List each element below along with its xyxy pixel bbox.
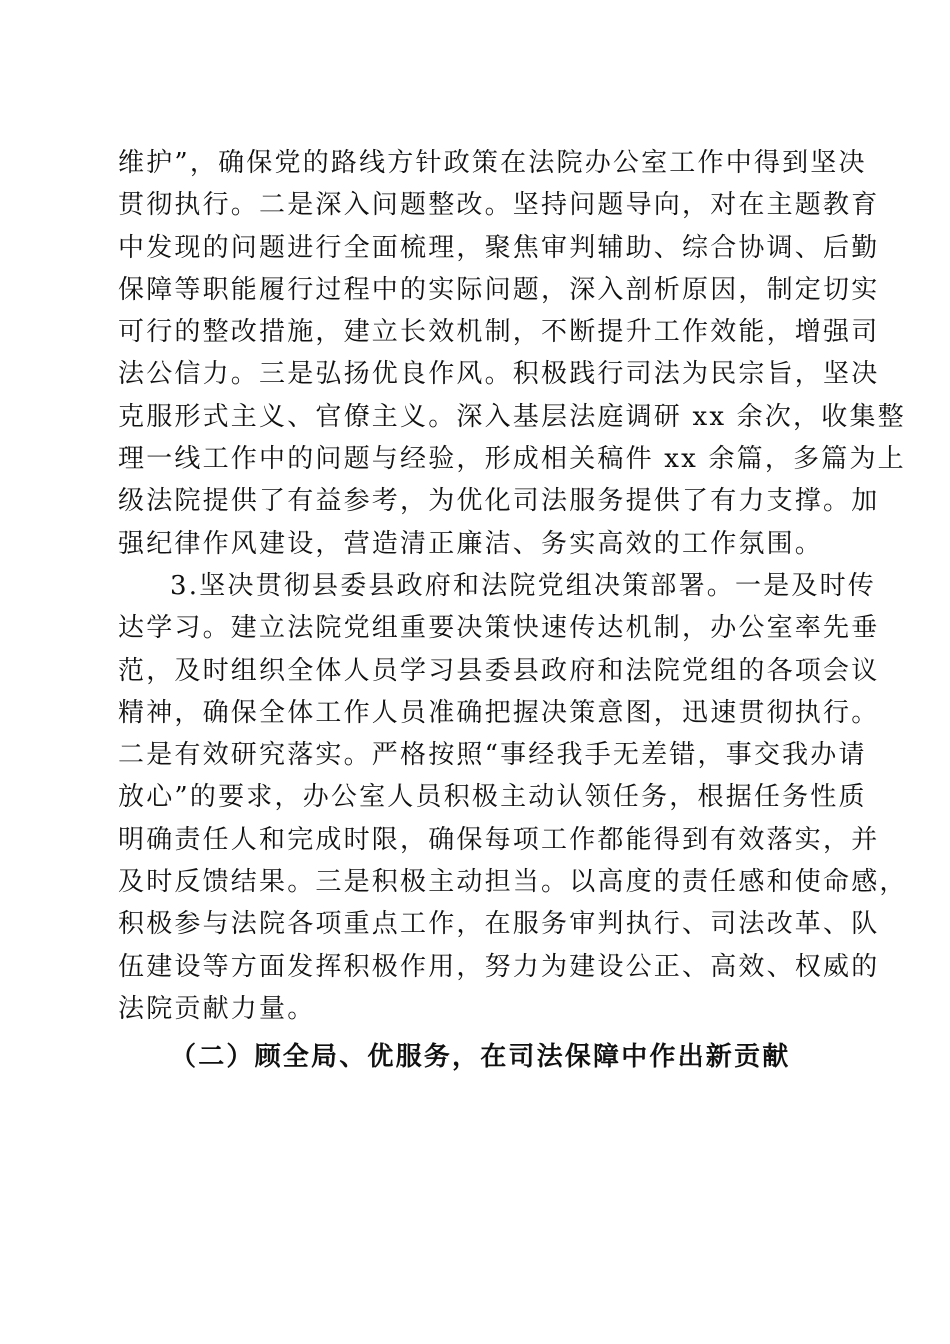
text-line: 达学习。建立法院党组重要决策快速传达机制，办公室率先垂 bbox=[118, 613, 880, 644]
text-line: 明确责任人和完成时限，确保每项工作都能得到有效落实，并 bbox=[118, 824, 880, 855]
text-line: 法院贡献力量。 bbox=[118, 993, 316, 1024]
document-body bbox=[118, 142, 908, 1079]
text-line: 伍建设等方面发挥积极作用，努力为建设公正、高效、权威的 bbox=[118, 951, 880, 982]
text-line: 强纪律作风建设，营造清正廉洁、务实高效的工作氛围。 bbox=[118, 528, 824, 559]
text-line: 范，及时组织全体人员学习县委县政府和法院党组的各项会议 bbox=[118, 655, 880, 686]
text-line: 二是有效研究落实。严格按照“事经我手无差错，事交我办请 bbox=[118, 740, 867, 771]
text-line: 克服形式主义、官僚主义。深入基层法庭调研 xx 余次，收集整 bbox=[118, 401, 906, 432]
text-line: 放心”的要求，办公室人员积极主动认领任务，根据任务性质 bbox=[118, 782, 867, 813]
text-line: 保障等职能履行过程中的实际问题，深入剖析原因，制定切实 bbox=[118, 274, 880, 305]
text-line: 中发现的问题进行全面梳理，聚焦审判辅助、综合协调、后勤 bbox=[118, 232, 880, 263]
text-line: 积极参与法院各项重点工作，在服务审判执行、司法改革、队 bbox=[118, 909, 880, 940]
text-line: 级法院提供了有益参考，为优化司法服务提供了有力支撑。加 bbox=[118, 486, 880, 517]
text-line: 及时反馈结果。三是积极主动担当。以高度的责任感和使命感， bbox=[118, 867, 908, 898]
text-line: 维护”，确保党的路线方针政策在法院办公室工作中得到坚决 bbox=[118, 148, 867, 178]
paragraph-start-line: 3.坚决贯彻县委县政府和法院党组决策部署。一是及时传 bbox=[170, 570, 877, 601]
section-heading: （二）顾全局、优服务，在司法保障中作出新贡献 bbox=[170, 1042, 791, 1073]
text-line: 贯彻执行。二是深入问题整改。坚持问题导向，对在主题教育 bbox=[118, 190, 880, 221]
text-line: 精神，确保全体工作人员准确把握决策意图，迅速贯彻执行。 bbox=[118, 697, 880, 728]
text-line: 法公信力。三是弘扬优良作风。积极践行司法为民宗旨，坚决 bbox=[118, 359, 880, 390]
text-line: 可行的整改措施，建立长效机制，不断提升工作效能，增强司 bbox=[118, 317, 880, 348]
text-line: 理一线工作中的问题与经验，形成相关稿件 xx 余篇，多篇为上 bbox=[118, 444, 906, 475]
